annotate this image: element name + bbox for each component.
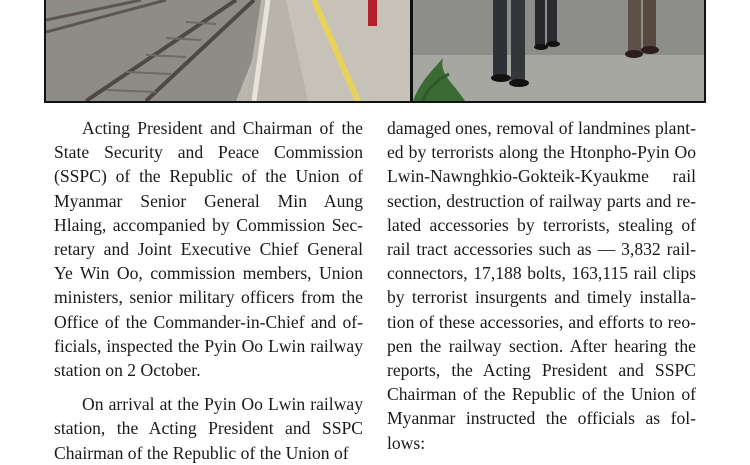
railway-platform-photo xyxy=(46,0,410,101)
article-paragraph: On arrival at the Pyin Oo Lwin railway station, the Acting President and SSPC Chairman of the Republic of the Union of xyxy=(54,394,363,463)
article-paragraph: damaged ones, removal of landmines planted by terrorists along the Htonpho-Pyin Oo Lwin-Nawnghkio-Gokteik-Kyaukme rail section, destruction of railway parts and related accessories by terrorists, stealing of rail tract accessories such as — 3,832 rail-connectors, 17,188 bolts, 163,115 rail clips by terrorist insurgents and timely installation of these accessories, and efforts to reopen the railway section. After hearing the reports, the Acting President and SSPC Chairman of the Republic of the Union of Myanmar instructed the officials as follows: xyxy=(387,118,696,453)
article-right-column xyxy=(387,116,696,455)
article-left-column xyxy=(54,116,363,465)
officials-inspection-photo xyxy=(413,0,704,101)
news-photo-strip xyxy=(44,0,706,103)
article-paragraph: Acting President and Chairman of the State Security and Peace Commission (SSPC) of the Republic of the Union of Myanmar Senior General Min Aung Hlaing, accompanied by Commission Secretary and Joint Executive Chief General Ye Win Oo, commission members, Union ministers, senior military officers from the Office of the Commander-in-Chief and officials, inspected the Pyin Oo Lwin railway station on 2 October. xyxy=(54,118,363,381)
